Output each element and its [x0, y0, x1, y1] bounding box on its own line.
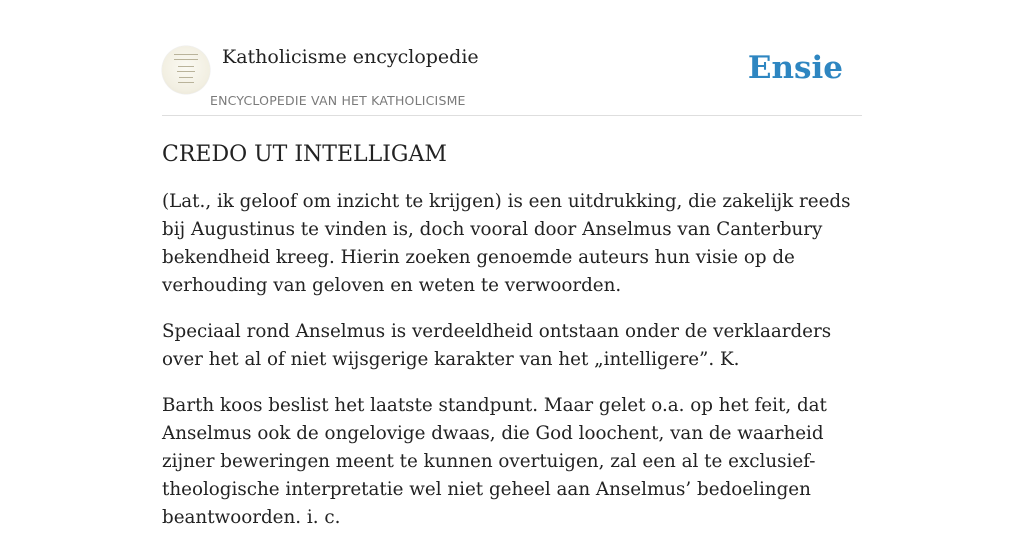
encyclopedia-cover-logo[interactable] [162, 46, 210, 94]
site-title[interactable]: Katholicisme encyclopedie [222, 46, 479, 68]
site-header [162, 40, 862, 116]
article [162, 140, 862, 550]
article-paragraph: Barth koos beslist het laatste standpunt. Maar gelet o.a. op het feit, dat Anselmus ook de ongelovige dwaas, die God loochent, van de waarheid zijner beweringen meent te kunnen overtuigen, zal een al te exclusief-theologische interpretatie wel niet geheel aan Anselmus’ bedoelingen beantwoorden. i. c. [162, 395, 827, 528]
article-paragraph: Speciaal rond Anselmus is verdeeldheid ontstaan onder de verklaarders over het al of niet wijsgerige karakter van het „intelligere”. K. [162, 321, 832, 370]
article-paragraph: (Lat., ik geloof om inzicht te krijgen) is een uitdrukking, die zakelijk reeds bij Augustinus te vinden is, doch vooral door Anselmus van Canterbury bekendheid kreeg. Hierin zoeken genoemde auteurs hun visie op de verhouding van geloven en weten te verwoorden. [162, 191, 851, 296]
site-subtitle: ENCYCLOPEDIE VAN HET KATHOLICISME [210, 93, 466, 108]
brand-logo[interactable]: Ensie [747, 50, 843, 86]
article-title: CREDO UT INTELLIGAM [162, 142, 447, 167]
